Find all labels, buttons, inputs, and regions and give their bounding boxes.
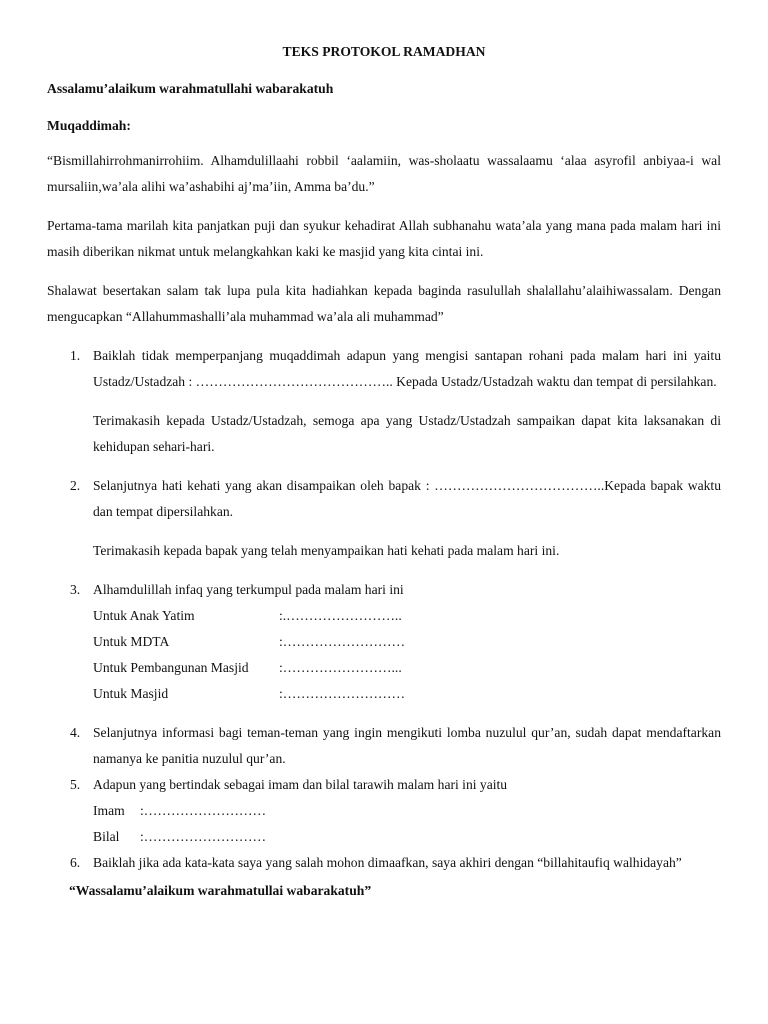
muqaddimah-heading: Muqaddimah: bbox=[47, 118, 131, 133]
infaq-label: Untuk MDTA bbox=[93, 634, 170, 649]
infaq-value: :……………………... bbox=[279, 660, 402, 675]
infaq-label: Untuk Masjid bbox=[93, 686, 169, 701]
infaq-label: Untuk Anak Yatim bbox=[93, 608, 195, 623]
infaq-value: :……………………… bbox=[279, 634, 406, 649]
list-number: 5. bbox=[70, 777, 81, 792]
paragraph-gratitude: Pertama-tama marilah kita panjatkan puji dan syukur kehadirat Allah subhanahu wata’ala yang mana pada malam hari ini masih diberikan nikmat untuk melangkahkan kaki ke masjid yang kita cintai ini. bbox=[47, 218, 721, 259]
opening-greeting: Assalamu’alaikum warahmatullahi wabarakatuh bbox=[47, 81, 334, 96]
infaq-value: :.…………………….. bbox=[279, 608, 402, 623]
document-title: TEKS PROTOKOL RAMADHAN bbox=[282, 44, 486, 59]
role-label: Imam bbox=[93, 803, 125, 818]
list-number: 6. bbox=[70, 855, 81, 870]
thanks-text: Terimakasih kepada Ustadz/Ustadzah, semoga apa yang Ustadz/Ustadzah sampaikan dapat kita laksanakan di kehidupan sehari-hari. bbox=[93, 413, 721, 454]
list-item-closing-remark bbox=[47, 850, 721, 876]
infaq-row-pembangunan bbox=[93, 655, 721, 681]
paragraph-shalawat: Shalawat besertakan salam tak lupa pula kita hadiahkan kepada baginda rasulullah shalallahu’alaihiwassalam. Dengan mengucapkan “Allahummashalli’ala muhammad wa’ala ali muhammad” bbox=[47, 283, 721, 324]
list-item-infaq bbox=[47, 577, 721, 707]
list-item-text: Alhamdulillah infaq yang terkumpul pada malam hari ini bbox=[93, 582, 404, 597]
list-item-text: Adapun yang bertindak sebagai imam dan bilal tarawih malam hari ini yaitu bbox=[93, 777, 508, 792]
infaq-label: Untuk Pembangunan Masjid bbox=[93, 660, 249, 675]
list-item-text: Baiklah tidak memperpanjang muqaddimah adapun yang mengisi santapan rohani pada malam hari ini yaitu Ustadz/Ustadzah : …………………………………….. Kepada Ustadz/Ustadzah waktu dan tempat di persilahkan. bbox=[93, 348, 721, 389]
list-number: 2. bbox=[70, 478, 81, 493]
list-number: 4. bbox=[70, 725, 81, 740]
infaq-row-masjid bbox=[93, 681, 721, 707]
list-item-text: Selanjutnya hati kehati yang akan disampaikan oleh bapak : ………………………………..Kepada bapak waktu dan tempat dipersilahkan. bbox=[93, 478, 721, 519]
protocol-list bbox=[47, 343, 721, 876]
role-value: :……………………… bbox=[140, 803, 267, 818]
bilal-row bbox=[93, 824, 721, 850]
list-item-speaker bbox=[47, 343, 721, 460]
list-number: 3. bbox=[70, 582, 81, 597]
document-page bbox=[47, 40, 721, 903]
list-number: 1. bbox=[70, 348, 81, 363]
role-value: :……………………… bbox=[140, 829, 267, 844]
paragraph-bismillah: “Bismillahirrohmanirrohiim. Alhamdulillaahi robbil ‘aalamiin, was-sholaatu wassalaamu ‘alaa asyrofil anbiyaa-i wal mursaliin,wa’ala alihi wa’ashabihi aj’ma’iin, Amma ba’du.” bbox=[47, 153, 721, 194]
list-item-text: Selanjutnya informasi bagi teman-teman yang ingin mengikuti lomba nuzulul qur’an, sudah dapat mendaftarkan namanya ke panitia nuzulul qur’an. bbox=[93, 725, 721, 766]
infaq-row-anak-yatim bbox=[93, 603, 721, 629]
list-item-text: Baiklah jika ada kata-kata saya yang salah mohon dimaafkan, saya akhiri dengan “billahitaufiq walhidayah” bbox=[93, 855, 682, 870]
role-label: Bilal bbox=[93, 829, 120, 844]
infaq-value: :……………………… bbox=[279, 686, 406, 701]
thanks-text: Terimakasih kepada bapak yang telah menyampaikan hati kehati pada malam hari ini. bbox=[93, 543, 560, 558]
closing-greeting: “Wassalamu’alaikum warahmatullai wabarakatuh” bbox=[69, 883, 372, 898]
list-item-imam-bilal bbox=[47, 772, 721, 850]
imam-row bbox=[93, 798, 721, 824]
list-item-nuzulul-quran bbox=[47, 720, 721, 772]
infaq-row-mdta bbox=[93, 629, 721, 655]
list-item-hati-kehati bbox=[47, 473, 721, 564]
